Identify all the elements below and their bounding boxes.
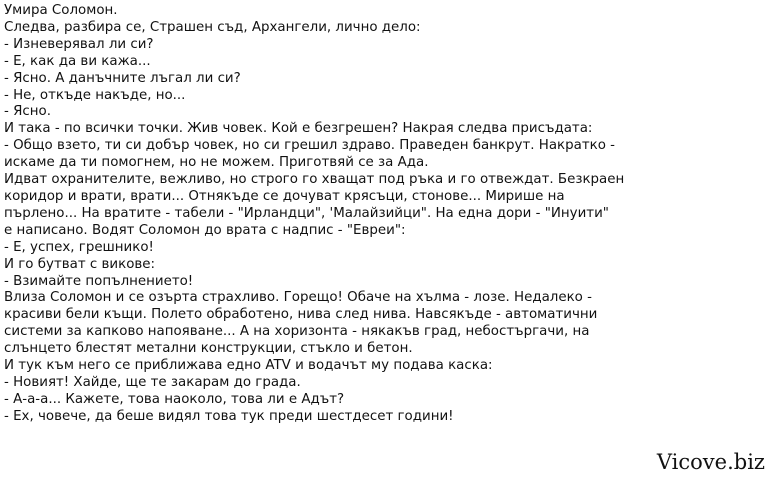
text-line: - Е, успех, грешнико! [4, 239, 154, 255]
text-line: - Ясно. А данъчните лъгал ли си? [4, 70, 241, 86]
text-line: Умира Соломон. [4, 3, 118, 18]
text-line: - Не, откъде накъде, но... [4, 87, 186, 103]
text-line: - Общо взето, ти си добър човек, но си грешил здраво. Праведен банкрут. Накратко - [4, 138, 615, 154]
text-line: красиви бели къщи. Полето обработено, нива след нива. Навсякъде - автоматични [4, 307, 598, 323]
text-line: пърлено... На вратите - табели - "Ирландци", 'Малайзийци". На една дори - "Инуити" [4, 205, 609, 221]
text-line: И го бутват с викове: [4, 256, 156, 272]
text-line: - Взимайте попълнението! [4, 273, 194, 289]
joke-text [4, 3, 768, 426]
text-line: е написано. Водят Соломон до врата с надпис - "Евреи": [4, 222, 406, 238]
text-line: - Изневерявал ли си? [4, 36, 154, 52]
text-line: - Ех, човече, да беше видял това тук преди шестдесет години! [4, 408, 454, 424]
text-line: - Новият! Хайде, ще те закарам до града. [4, 374, 301, 390]
text-line: - Ясно. [4, 104, 51, 120]
text-line: слънцето блестят метални конструкции, стъкло и бетон. [4, 341, 413, 357]
text-line: системи за капково напояване... А на хоризонта - някакъв град, небостъргачи, на [4, 324, 590, 340]
text-line: - А-а-а... Кажете, това наоколо, това ли е Адът? [4, 391, 345, 407]
site-watermark: Vicove.biz [656, 450, 765, 474]
text-line: Идват охранителите, вежливо, но строго го хващат под ръка и го отвеждат. Безкраен [4, 172, 625, 188]
text-line: коридор и врати, врати... Отнякъде се дочуват крясъци, стонове... Мирише на [4, 188, 565, 204]
text-line: - Е, как да ви кажа... [4, 53, 151, 69]
text-line: Следва, разбира се, Страшен съд, Архангели, лично дело: [4, 19, 421, 35]
text-line: И така - по всички точки. Жив човек. Кой е безгрешен? Накрая следва присъдата: [4, 121, 593, 137]
text-line: Влиза Соломон и се озърта страхливо. Горещо! Обаче на хълма - лозе. Недалеко - [4, 290, 592, 306]
text-line: И тук към него се приближава едно ATV и водачът му подава каска: [4, 358, 493, 374]
text-line: искаме да ти помогнем, но не можем. Приготвяй се за Ада. [4, 155, 429, 171]
